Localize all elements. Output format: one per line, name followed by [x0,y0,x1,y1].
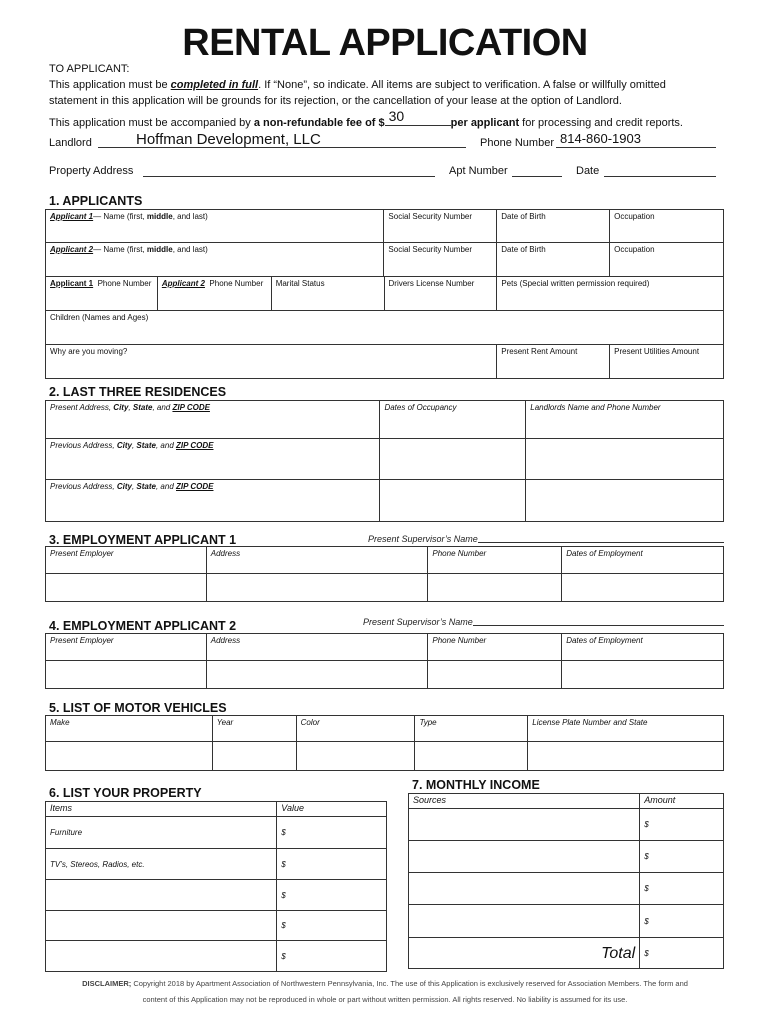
disclaimer [40,976,730,1008]
label: Address [210,636,241,645]
label: Dates of Employment [566,549,643,558]
amount-header [640,794,724,809]
label: , and [155,441,176,450]
label: $ [281,951,286,961]
property-address-field[interactable] [143,164,435,177]
label: Phone Number [432,549,487,558]
income-total-label [409,938,640,969]
label: Drivers License Number [388,279,475,288]
label: $ [281,859,286,869]
cell[interactable] [206,661,428,689]
phone-value: 814-860-1903 [560,131,641,146]
fee-field[interactable] [385,108,451,126]
label: Present Utilities Amount [614,347,700,356]
pets-field[interactable] [497,277,724,311]
supervisor2-label: Present Supervisor’s Name [363,617,473,627]
section-employment1-title: 3. EMPLOYMENT APPLICANT 1 [49,533,237,547]
vehicle-type-field[interactable] [415,716,528,742]
label: City [113,403,129,412]
cell[interactable] [46,742,213,771]
label: Applicant 1 [50,279,94,288]
label: City [116,441,132,450]
income-source-2[interactable] [409,841,640,873]
label: Items [50,803,73,813]
drivers-license-field[interactable] [384,277,497,311]
employer1-address-field[interactable] [206,547,428,574]
label: , and last) [172,245,208,254]
applicant2-dob-field[interactable] [497,243,610,277]
label: ZIP CODE [172,403,210,412]
applicant1-dob-field[interactable] [497,210,610,243]
fee-value: 30 [388,108,405,124]
label: State [136,482,156,491]
label: middle [146,212,173,221]
label: TV’s, Stereos, Radios, etc. [50,859,145,869]
label: $ [281,890,286,900]
property-item-4[interactable] [46,911,277,941]
income-source-4[interactable] [409,905,640,938]
previous-address-2-field[interactable]: Previous Address, City, State, and ZIP CODE [46,480,380,522]
instructions-line-3 [49,108,683,129]
label: ZIP CODE [176,441,214,450]
vehicle-plate-field[interactable] [528,716,724,742]
vehicle-make-field[interactable] [46,716,213,742]
present-rent-field[interactable] [497,345,610,379]
label: — Name (first, [93,245,147,254]
label: ZIP CODE [176,482,214,491]
label: $ [644,820,649,829]
property-value-1[interactable] [277,817,387,849]
disclaimer-line-2: content of this Application may not be reproduced in whole or part without written permission. All rights reserved. No liability is assumed for its use. [142,995,628,1004]
label: Year [216,718,234,727]
applicants-table-3 [45,310,724,379]
employment1-table [45,546,724,602]
supervisor1-label: Present Supervisor’s Name [368,534,478,544]
label: Date of Birth [501,212,546,221]
label: Previous Address, [50,482,117,491]
present-address-field[interactable]: Present Address, City, State, and ZIP CODE [46,401,380,439]
apt-number-label: Apt Number [449,165,508,177]
property-value-5[interactable] [277,941,387,972]
present-utilities-field[interactable] [610,345,724,379]
residences-table [45,400,724,522]
applicant2-occupation-field[interactable] [610,243,724,277]
section-vehicles-title: 5. LIST OF MOTOR VEHICLES [49,701,227,715]
income-amount-4[interactable] [640,905,724,938]
disclaimer-line-1 [40,976,730,992]
landlord-contact-2-field[interactable] [526,439,724,480]
text: This application must be [49,79,171,91]
text: This application must be accompanied by [49,117,254,129]
instructions-line-2: statement in this application will be grounds for its rejection, or the cancellation of your lease at the option of Landlord. [49,95,622,107]
income-table [408,793,724,969]
dates-occupancy-3-field[interactable] [380,480,526,522]
label: Applicant 1 [50,212,94,221]
label: City [116,482,132,491]
cell[interactable] [428,574,562,602]
income-total-amount[interactable] [640,938,724,969]
label: Make [50,718,70,727]
employer2-field[interactable] [46,634,207,661]
label: Present Rent Amount [501,347,578,356]
employer1-field[interactable] [46,547,207,574]
income-amount-2[interactable] [640,841,724,873]
label: Type [419,718,437,727]
label: Why are you moving? [50,347,128,356]
label: , and [152,403,173,412]
label: Sources [413,795,447,805]
marital-status-field[interactable] [271,277,384,311]
apt-number-field[interactable] [512,164,562,177]
cell[interactable] [562,661,724,689]
label: Present Employer [50,636,114,645]
label: Value [281,803,304,813]
supervisor2-field[interactable] [473,616,724,626]
income-source-3[interactable] [409,873,640,905]
applicant2-name-field[interactable] [46,243,384,277]
label: Phone Number [209,279,264,288]
date-field[interactable] [604,164,716,177]
label: $ [644,852,649,861]
vehicle-color-field[interactable] [296,716,415,742]
text: per applicant [450,117,520,129]
label: Children (Names and Ages) [50,313,149,322]
children-field[interactable] [46,311,724,345]
label: Previous Address, [50,441,117,450]
instructions-line-1 [49,79,666,91]
section-applicants-title: 1. APPLICANTS [49,194,143,208]
dates-occupancy-field[interactable] [380,401,526,439]
applicant1-occupation-field[interactable] [610,210,724,243]
landlord-contact-3-field[interactable] [526,480,724,522]
section-residences-title: 2. LAST THREE RESIDENCES [49,385,227,399]
label: Dates of Occupancy [384,403,457,412]
property-address-label: Property Address [49,165,134,177]
label: Applicant 2 [161,279,205,288]
employer1-phone-field[interactable] [428,547,562,574]
employer2-address-field[interactable] [206,634,428,661]
label: Phone Number [432,636,487,645]
label: $ [644,884,649,893]
label: Total [601,944,636,962]
label: Address [210,549,241,558]
landlord-label: Landlord [49,137,92,149]
cell[interactable] [212,742,296,771]
label: , and last) [172,212,208,221]
section-income-title: 7. MONTHLY INCOME [412,778,540,792]
label: Phone Number [97,279,152,288]
employment2-table [45,633,724,689]
date-label: Date [576,165,600,177]
applicant1-name-field[interactable] [46,210,384,243]
applicants-table-2 [45,276,724,311]
to-applicant-label: TO APPLICANT: [49,63,130,75]
label: — Name (first, [93,212,147,221]
property-item-1[interactable] [46,817,277,849]
label: $ [281,921,286,930]
label: $ [644,916,649,926]
property-value-3[interactable] [277,880,387,911]
cell[interactable] [46,574,207,602]
label: Amount [644,795,676,805]
vehicles-table [45,715,724,771]
text: . If “None”, so indicate. All items are subject to verification. A false or willfully omitted [258,79,666,91]
label: Date of Birth [501,245,546,254]
property-item-3[interactable] [46,880,277,911]
income-amount-1[interactable] [640,809,724,841]
employer2-phone-field[interactable] [428,634,562,661]
label: Social Security Number [388,245,473,254]
section-employment2-title: 4. EMPLOYMENT APPLICANT 2 [49,619,237,633]
label: Present Address, [50,403,114,412]
property-table [45,801,387,972]
label: , and [155,482,176,491]
label: middle [146,245,173,254]
label: Landlords Name and Phone Number [530,403,661,412]
applicant2-phone-field[interactable] [157,277,271,311]
label: Occupation [614,212,655,221]
text: for processing and credit reports. [519,117,683,129]
applicant1-ssn-field[interactable] [384,210,497,243]
sources-header [409,794,640,809]
cell[interactable] [428,661,562,689]
cell[interactable] [206,574,428,602]
cell[interactable] [415,742,528,771]
disclaimer-text: Copyright 2018 by Apartment Association of Northwestern Pennsylvania, Inc. The use of this Application is exclusively reserved for Association Members. The form and [131,979,688,988]
items-header [46,802,277,817]
supervisor1-field[interactable] [478,533,724,543]
page-title: RENTAL APPLICATION [182,22,588,64]
landlord-contact-field[interactable] [526,401,724,439]
moving-reason-field[interactable] [46,345,497,379]
employer1-dates-field[interactable] [562,547,724,574]
text-emphasis: completed in full [170,79,259,91]
dates-occupancy-2-field[interactable] [380,439,526,480]
previous-address-1-field[interactable]: Previous Address, City, State, and ZIP CODE [46,439,380,480]
landlord-value: Hoffman Development, LLC [136,131,321,148]
label: Pets (Special written permission required) [501,279,650,288]
cell[interactable] [46,661,207,689]
vehicle-year-field[interactable] [212,716,296,742]
section-property-title: 6. LIST YOUR PROPERTY [49,786,202,800]
property-item-5[interactable] [46,941,277,972]
phone-label: Phone Number [480,137,554,149]
income-amount-3[interactable] [640,873,724,905]
cell[interactable] [296,742,415,771]
cell[interactable] [528,742,724,771]
employer2-dates-field[interactable] [562,634,724,661]
income-source-1[interactable] [409,809,640,841]
label: $ [644,948,649,958]
applicant1-phone-field[interactable] [46,277,158,311]
disclaimer-label: DISCLAIMER; [82,979,132,988]
label: Color [300,718,320,727]
label: State [132,403,153,412]
value-header [277,802,387,817]
label: License Plate Number and State [532,718,648,727]
property-item-2[interactable] [46,849,277,880]
label: Present Employer [50,549,114,558]
property-value-4[interactable] [277,911,387,941]
label: Social Security Number [388,212,473,221]
applicant2-ssn-field[interactable] [384,243,497,277]
applicants-table [45,209,724,277]
label: Furniture [50,828,83,837]
label: Applicant 2 [50,245,94,254]
label: Occupation [614,245,655,254]
text: a non-refundable fee of $ [253,117,385,129]
label: Dates of Employment [566,636,643,645]
label: State [136,441,156,450]
label: $ [281,828,286,837]
label: Marital Status [275,279,325,288]
cell[interactable] [562,574,724,602]
property-value-2[interactable] [277,849,387,880]
